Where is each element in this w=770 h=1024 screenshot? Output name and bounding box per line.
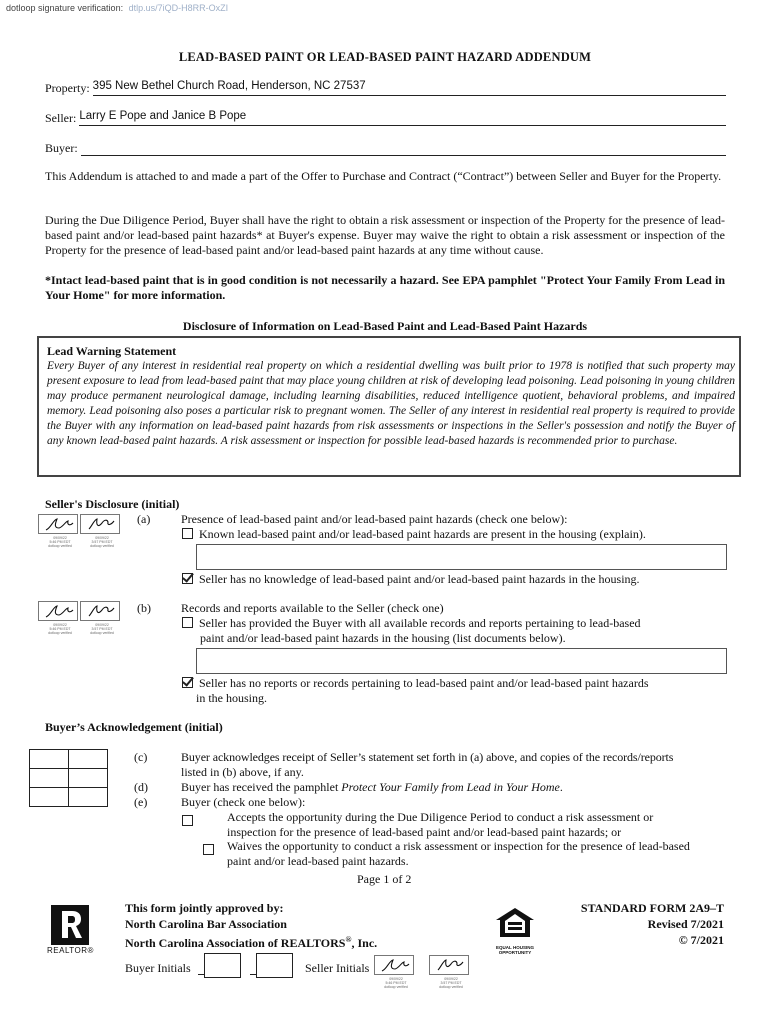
realtor-logo-text: REALTOR®	[47, 946, 94, 955]
dotloop-verification-link[interactable]: dtlp.us/7iQD-H8RR-OxZI	[128, 3, 229, 13]
buyer-initial-cell[interactable]	[69, 750, 108, 769]
item-b-option-provided	[182, 616, 641, 631]
accepts-checkbox[interactable]	[182, 815, 193, 826]
seller-initial-stamp-jbp-a[interactable]	[80, 514, 120, 548]
item-d-text: Buyer has received the pamphlet Protect Your Family from Lead in Your Home.	[181, 780, 563, 794]
signature-initials-jbp	[85, 603, 117, 621]
stamp-details: 09/09/22 5:46 PM EDT dotloop verified	[48, 623, 72, 635]
disclosure-heading: Disclosure of Information on Lead-Based Paint and Lead-Based Paint Hazards	[182, 319, 588, 333]
buyer-initials-box-1[interactable]	[204, 953, 241, 978]
item-a-option-no-knowledge	[182, 572, 640, 587]
equal-housing-text: EQUAL HOUSING OPPORTUNITY	[496, 945, 534, 955]
buyer-initial-cell[interactable]	[30, 788, 69, 807]
seller-label: Seller:	[45, 111, 77, 125]
property-field[interactable]: 395 New Bethel Church Road, Henderson, NC 27537	[93, 80, 726, 96]
no-reports-label-cont: in the housing.	[196, 691, 267, 705]
seller-field[interactable]: Larry E Pope and Janice B Pope	[79, 110, 726, 126]
intro-paragraph: This Addendum is attached to and made a part of the Offer to Purchase and Contract (“Contract”) between Seller and Buyer for the Property.	[45, 169, 722, 183]
signature-initials-jbp	[85, 516, 117, 534]
seller-row	[45, 110, 726, 126]
seller-initial-stamp-lep-b[interactable]	[38, 601, 78, 635]
item-a-letter: (a)	[137, 512, 151, 526]
buyer-initial-cell[interactable]	[30, 769, 69, 788]
known-hazards-label: Known lead-based paint and/or lead-based paint hazards are present in the housing (explain).	[199, 527, 646, 541]
sellers-disclosure-heading: Seller's Disclosure (initial)	[45, 497, 180, 511]
no-reports-label: Seller has no reports or records pertaining to lead-based paint and/or lead-based paint hazards	[199, 676, 649, 690]
buyer-initial-cell[interactable]	[69, 788, 108, 807]
signature-initials-lep	[43, 603, 75, 621]
buyer-initials-label: Buyer Initials	[125, 961, 191, 975]
page-number: Page 1 of 2	[357, 872, 412, 886]
stamp-details: 09/09/22 3:57 PM EDT dotloop verified	[90, 536, 114, 548]
item-c-text-cont: listed in (b) above, if any.	[181, 765, 304, 779]
buyers-ack-heading: Buyer’s Acknowledgement (initial)	[45, 720, 223, 734]
signature-initials-lep	[379, 957, 411, 975]
stamp-details: 09/09/22 3:57 PM EDT dotloop verified	[90, 623, 114, 635]
item-a-option-known	[182, 527, 646, 542]
item-d-letter: (d)	[134, 780, 148, 794]
intact-paint-note: *Intact lead-based paint that is in good condition is not necessarily a hazard. See EPA pamphlet "Protect Your Family From Lead in Your Home" for more information.	[45, 273, 725, 302]
buyer-initial-cell[interactable]	[69, 769, 108, 788]
waives-label: Waives the opportunity to conduct a risk assessment or inspection for the presence of lead-based	[227, 839, 690, 853]
buyer-label: Buyer:	[45, 141, 78, 155]
approved-line-1: This form jointly approved by:	[125, 901, 284, 915]
seller-initial-stamp-jbp-b[interactable]	[80, 601, 120, 635]
item-b-letter: (b)	[137, 601, 151, 615]
property-label: Property:	[45, 81, 90, 95]
waives-checkbox[interactable]	[203, 844, 214, 855]
approved-line-3: North Carolina Association of REALTORS®, Inc.	[125, 935, 378, 950]
buyer-field[interactable]	[81, 140, 726, 156]
due-diligence-paragraph: During the Due Diligence Period, Buyer shall have the right to obtain a risk assessment or inspection of the Property for the presence of lead-based paint and/or lead-based paint hazards* at Buyer's expense. Buyer may waive the right to obtain a risk assessment or inspection of the Property for the presence of lead-based paint and/or lead-based paint hazards at any time without cause.	[45, 213, 725, 257]
equal-housing-icon	[494, 906, 536, 940]
form-title: LEAD-BASED PAINT OR LEAD-BASED PAINT HAZARD ADDENDUM	[178, 50, 592, 64]
buyer-row	[45, 140, 726, 156]
no-knowledge-label: Seller has no knowledge of lead-based paint and/or lead-based paint hazards in the housing.	[199, 572, 640, 586]
records-provided-label-cont: paint and/or lead-based paint hazards in the housing (list documents below).	[200, 631, 566, 645]
standard-form-number: STANDARD FORM 2A9–T	[580, 901, 724, 915]
records-provided-checkbox[interactable]	[182, 617, 193, 628]
item-e-text: Buyer (check one below):	[181, 795, 306, 809]
buyer-initials-box-2[interactable]	[256, 953, 293, 978]
item-a-text: Presence of lead-based paint and/or lead-based paint hazards (check one below):	[181, 512, 568, 526]
lead-warning-box	[37, 336, 741, 477]
signature-initials-lep	[43, 516, 75, 534]
stamp-details: 09/09/22 5:46 PM EDT dotloop verified	[48, 536, 72, 548]
equal-housing-logo	[494, 906, 536, 955]
item-c-text: Buyer acknowledges receipt of Seller’s statement set forth in (a) above, and copies of the records/reports	[181, 750, 674, 764]
footer-seller-initial-stamp-jbp[interactable]	[429, 955, 469, 989]
seller-initial-stamp-lep-a[interactable]	[38, 514, 78, 548]
dotloop-header-label: dotloop signature verification:	[6, 3, 124, 13]
no-reports-checkbox[interactable]	[182, 677, 193, 688]
property-row	[45, 80, 726, 96]
buyer-initial-cell[interactable]	[30, 750, 69, 769]
stamp-details: 09/09/22 5:46 PM EDT dotloop verified	[384, 977, 408, 989]
dotloop-header	[6, 3, 228, 13]
buyer-initials-grid	[29, 749, 108, 807]
item-b-option-no-reports	[182, 676, 649, 691]
known-hazards-explain-field[interactable]	[196, 544, 727, 570]
lead-warning-title: Lead Warning Statement	[47, 344, 177, 358]
stamp-details: 09/09/22 3:57 PM EDT dotloop verified	[439, 977, 463, 989]
signature-initials-jbp	[434, 957, 466, 975]
lead-warning-body: Every Buyer of any interest in residential real property on which a residential dwelling was built prior to 1978 is notified that such property may present exposure to lead from lead-based paint that may place young children at risk of developing lead poisoning. Lead poisoning in young children may produce permanent neurological damage, including learning disabilities, reduced intelligence quotient, behavioral problems, and impaired memory. Lead poisoning also poses a particular risk to pregnant women. The Seller of any interest in residential real property is required to provide the Buyer with any information on lead-based paint hazards from risk assessments or inspections in the Seller's possession and notify the Buyer of any known lead-based paint hazards. A risk assessment or inspection for possible lead-based hazards is recommended prior to purchase.	[47, 360, 735, 447]
waives-label-cont: paint and/or lead-based paint hazards.	[227, 854, 409, 868]
revised-date: Revised 7/2021	[647, 917, 724, 931]
known-hazards-checkbox[interactable]	[182, 528, 193, 539]
records-provided-label: Seller has provided the Buyer with all available records and reports pertaining to lead-based	[199, 616, 641, 630]
realtor-r-icon	[51, 905, 89, 945]
item-c-letter: (c)	[134, 750, 148, 764]
item-e-letter: (e)	[134, 795, 148, 809]
realtor-logo	[51, 905, 89, 945]
copyright: © 7/2021	[678, 933, 724, 947]
records-list-field[interactable]	[196, 648, 727, 674]
item-b-text: Records and reports available to the Seller (check one)	[181, 601, 444, 615]
no-knowledge-checkbox[interactable]	[182, 573, 193, 584]
seller-initials-label: Seller Initials	[305, 961, 370, 975]
accepts-label-cont: inspection for the presence of lead-based paint and/or lead-based paint hazards; or	[227, 825, 622, 839]
accepts-label: Accepts the opportunity during the Due Diligence Period to conduct a risk assessment or	[227, 810, 654, 824]
footer-seller-initial-stamp-lep[interactable]	[374, 955, 414, 989]
approved-line-2: North Carolina Bar Association	[125, 917, 287, 931]
